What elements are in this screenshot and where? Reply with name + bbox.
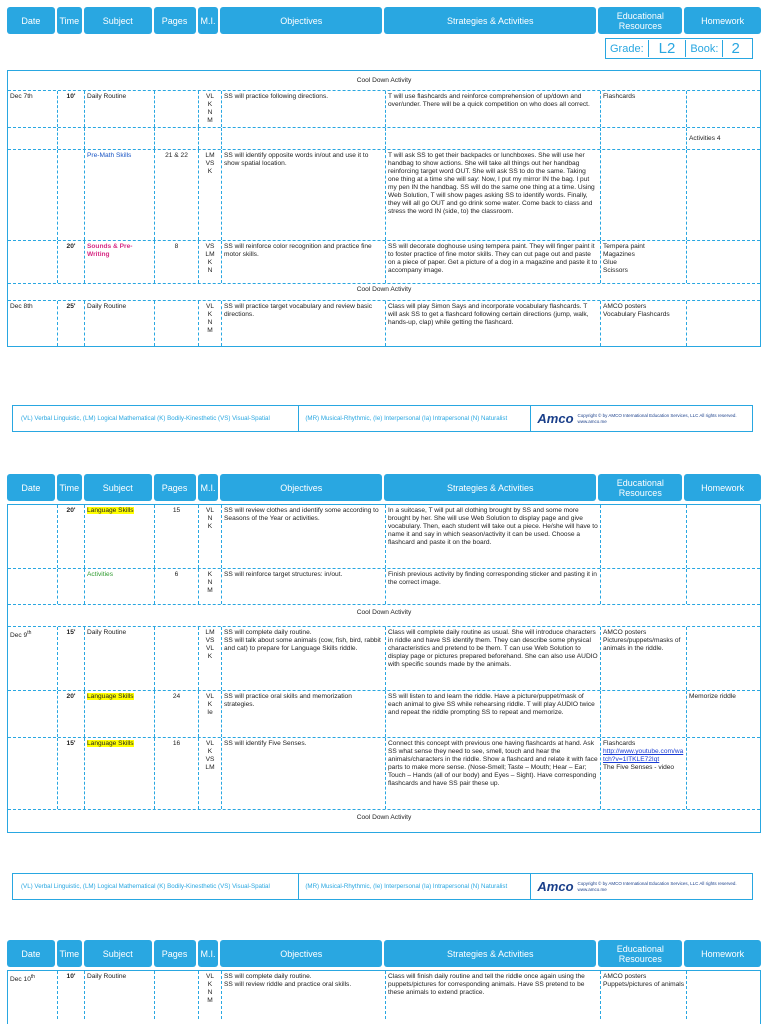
time-cell: 10' (58, 91, 85, 127)
book-value: 2 (722, 40, 747, 57)
pages-cell (155, 627, 199, 690)
mi-cell: K N M (199, 569, 222, 604)
objective-cell: SS will practice oral skills and memorization strategies. (222, 691, 386, 737)
time-cell: 20' (58, 691, 85, 737)
header-pages: Pages (154, 940, 196, 967)
homework-cell (687, 301, 760, 346)
grade-value: L2 (648, 40, 687, 57)
lesson-table-3 (7, 970, 761, 1024)
pages-cell: 24 (155, 691, 199, 737)
table-row (8, 505, 760, 569)
resource-video: The Five Senses - video (603, 764, 675, 771)
resources-cell: Tempera paint Magazines Glue Scissors (601, 241, 687, 283)
date-cell (8, 505, 58, 568)
header-resources: Educational Resources (598, 7, 682, 34)
pages-cell: 8 (155, 241, 199, 283)
copyright-text: Copyright © by AMCO International Education Services, LLC All rights reserved. www.amco.me (577, 412, 737, 424)
header-resources: Educational Resources (598, 474, 682, 501)
header-objectives: Objectives (220, 7, 382, 34)
time-cell: 15' (58, 738, 85, 809)
subject-cell: Daily Routine (85, 971, 155, 1019)
table-row (8, 627, 760, 691)
cool-down-label: Cool Down Activity (356, 286, 412, 293)
strategy-cell: SS will decorate doghouse using tempera paint. They will finger paint it to foster practice of fine motor skills. They can cut page out and paste on a piece of paper. Get a picture of a dog in a magazine and paste it to accompany image. (386, 241, 601, 283)
date-suffix: th (30, 974, 36, 980)
subject-text: Language Skills (87, 693, 134, 700)
table-row (8, 128, 760, 150)
subject-cell: Sounds & Pre-Writing (85, 241, 155, 283)
date-cell: Dec 8th (8, 301, 58, 346)
table-header (7, 940, 761, 967)
header-date: Date (7, 7, 55, 34)
objective-cell: SS will identify opposite words in/out and use it to show spatial location. (222, 150, 386, 240)
date-cell (8, 627, 58, 690)
pages-cell: 21 & 22 (155, 150, 199, 240)
header-subject: Subject (84, 474, 152, 501)
homework-cell (687, 569, 760, 604)
objective-cell: SS will reinforce color recognition and practice fine motor skills. (222, 241, 386, 283)
homework-cell: Activities 4 (689, 135, 721, 142)
homework-cell (687, 150, 760, 240)
strategy-cell: T will use flashcards and reinforce comprehension of up/down and over/under. There will be a quick competition on who does all correct. (386, 91, 601, 127)
grade-book-box (605, 38, 753, 59)
time-cell (58, 569, 85, 604)
header-strategies: Strategies & Activities (384, 7, 596, 34)
header-subject: Subject (84, 7, 152, 34)
cool-down-label: Cool Down Activity (356, 609, 412, 616)
strategy-cell: Connect this concept with previous one having flashcards at hand. Ask SS what sense they need to see, smell, touch and hear the animals/characters in the riddle. Show a flashcard and relate it with face parts to make more sense. (Nose-Smell; Taste – Mouth; Hear – Ear; Touch – Hands (all of our body) and Eyes – Sight). Have corresponding flashcards and have SS pair these up. (386, 738, 601, 809)
amco-logo (531, 411, 752, 426)
mi-cell: VL K N M (199, 91, 222, 127)
header-resources: Educational Resources (598, 940, 682, 967)
logo-text: Amco (537, 411, 574, 426)
header-time: Time (57, 940, 82, 967)
objective-cell: SS will reinforce target structures: in/out. (222, 569, 386, 604)
time-cell: 20' (58, 505, 85, 568)
header-strategies: Strategies & Activities (384, 940, 596, 967)
resources-cell (601, 691, 687, 737)
objective-cell: SS will identify Five Senses. (222, 738, 386, 809)
logo-text: Amco (537, 879, 574, 894)
header-time: Time (57, 7, 82, 34)
header-date: Date (7, 940, 55, 967)
strategy-cell: T will ask SS to get their backpacks or lunchboxes. She will use her handbag to show actions. She will take all things out her handbag reinforcing target word OUT. She will ask SS to do the same. Taking one thing at a time she will say: Now, I put my mirror IN the bag. I put my pen IN the handbag. SS will do the same one thing at a time. Using Web Solution, T will show pages asking SS to identify words. Finally, they will all go OUT and go drink some water. Come back to class and stress the word IN (side, to) the classroom. (386, 150, 601, 240)
strategy-cell: Finish previous activity by finding corresponding sticker and pasting it in the correct image. (386, 569, 601, 604)
strategy-cell (386, 128, 601, 149)
homework-cell (687, 738, 760, 809)
legend-right: (MR) Musical-Rhythmic, (Ie) Interpersonal (Ia) Intrapersonal (N) Naturalist (299, 406, 531, 431)
table-row (8, 691, 760, 738)
homework-cell (687, 627, 760, 690)
mi-cell: VL K N M (199, 971, 222, 1019)
date-text: Dec 10 (10, 976, 31, 984)
resources-cell (601, 128, 687, 149)
homework-cell (687, 971, 760, 1019)
mi-cell: VL K N M (199, 301, 222, 346)
homework-cell: Memorize riddle (689, 693, 736, 700)
pages-cell: 6 (155, 569, 199, 604)
mi-legend (12, 405, 753, 432)
legend-right: (MR) Musical-Rhythmic, (Ie) Interpersonal (Ia) Intrapersonal (N) Naturalist (299, 874, 531, 899)
lesson-table-1 (7, 70, 761, 347)
table-header (7, 7, 761, 34)
cool-down-row (8, 605, 760, 627)
cool-down-label: Cool Down Activity (356, 77, 412, 84)
resources-cell (601, 738, 687, 809)
header-objectives: Objectives (220, 474, 382, 501)
strategy-cell: Class will finish daily routine and tell the riddle once again using the puppets/pictures for corresponding animals. Have SS pretend to be these animals to extend practice. (386, 971, 601, 1019)
mi-cell: VL K Ie (199, 691, 222, 737)
header-homework: Homework (684, 474, 761, 501)
objective-cell: SS will complete daily routine. SS will talk about some animals (cow, fish, bird, rabbit and cat) to prepare for Language Skills riddle. (222, 627, 386, 690)
date-cell: Dec 7th (8, 91, 58, 127)
pages-cell: 15 (155, 505, 199, 568)
header-mi: M.I. (198, 940, 219, 967)
objective-cell: SS will complete daily routine. SS will review riddle and practice oral skills. (222, 971, 386, 1019)
table-row (8, 301, 760, 346)
pages-cell (155, 971, 199, 1019)
amco-logo (531, 879, 752, 894)
legend-left: (VL) Verbal Linguistic, (LM) Logical Mathematical (K) Bodily-Kinesthetic (VS) Visual-Spatial (13, 874, 299, 899)
resources-cell (601, 569, 687, 604)
cool-down-row (8, 284, 760, 301)
objective-cell: SS will review clothes and identify some according to Seasons of the Year or activities. (222, 505, 386, 568)
subject-cell: Pre-Math Skills (85, 150, 155, 240)
subject-cell (85, 128, 155, 149)
header-homework: Homework (684, 940, 761, 967)
video-link[interactable]: http://www.youtube.com/watch?v=1ITKLE72Iqt (603, 748, 684, 763)
resources-cell (601, 505, 687, 568)
resources-cell: Flashcards (601, 91, 687, 127)
mi-cell: LM VS K (199, 150, 222, 240)
resources-cell: AMCO posters Pictures/puppets/masks of animals in the riddle. (601, 627, 687, 690)
subject-cell: Daily Routine (85, 301, 155, 346)
time-cell: 25' (58, 301, 85, 346)
header-time: Time (57, 474, 82, 501)
pages-cell (155, 91, 199, 127)
objective-cell (222, 128, 386, 149)
subject-cell (85, 738, 155, 809)
homework-cell (687, 241, 760, 283)
date-cell (8, 738, 58, 809)
resource-flashcards: Flashcards (603, 740, 636, 747)
resources-cell: AMCO posters Puppets/pictures of animals (601, 971, 687, 1019)
cool-down-row (8, 71, 760, 91)
time-cell (58, 150, 85, 240)
header-pages: Pages (154, 7, 196, 34)
copyright-text: Copyright © by AMCO International Education Services, LLC All rights reserved. www.amco.me (577, 880, 737, 892)
lesson-table-2 (7, 504, 761, 833)
date-cell (8, 569, 58, 604)
subject-text: Language Skills (87, 507, 134, 514)
subject-cell (85, 505, 155, 568)
time-cell (58, 128, 85, 149)
grade-label: Grade: (610, 42, 644, 55)
table-row (8, 971, 760, 1019)
header-mi: M.I. (198, 474, 219, 501)
pages-cell: 16 (155, 738, 199, 809)
subject-cell: Activities (85, 569, 155, 604)
table-row (8, 150, 760, 241)
cool-down-label: Cool Down Activity (356, 814, 412, 821)
table-row (8, 241, 760, 284)
date-cell (8, 241, 58, 283)
legend-left: (VL) Verbal Linguistic, (LM) Logical Mathematical (K) Bodily-Kinesthetic (VS) Visual-Spatial (13, 406, 299, 431)
objective-cell: SS will practice target vocabulary and review basic directions. (222, 301, 386, 346)
date-cell (8, 150, 58, 240)
homework-cell (687, 91, 760, 127)
book-label: Book: (690, 42, 719, 55)
resources-cell (601, 150, 687, 240)
header-strategies: Strategies & Activities (384, 474, 596, 501)
strategy-cell: In a suitcase, T will put all clothing brought by SS and some more brought by her. She will use Web Solution to display page and give vocabulary. Then, each student will take out a piece. He/she will have to name it and say in which season/activity it can be used. Choose a flashcard and paste it on the board. (386, 505, 601, 568)
cool-down-row (8, 810, 760, 832)
mi-cell: VL K VS LM (199, 738, 222, 809)
date-cell (8, 128, 58, 149)
header-date: Date (7, 474, 55, 501)
mi-legend (12, 873, 753, 900)
time-cell: 15' (58, 627, 85, 690)
table-row (8, 738, 760, 810)
table-row (8, 91, 760, 128)
subject-cell (85, 691, 155, 737)
subject-cell: Daily Routine (85, 91, 155, 127)
strategy-cell: Class will complete daily routine as usual. She will introduce characters in riddle and have SS identify them. They can describe some physical characteristics and pretend to be them. T can use Web Solution to display page or pictures prepared beforehand. She can also use AUDIO with specific sounds made by the animals. (386, 627, 601, 690)
strategy-cell: SS will listen to and learn the riddle. Have a picture/puppet/mask of each animal to give SS while rehearsing riddle. T will play AUDIO twice and repeat the riddle prompting SS to repeat and memorize. (386, 691, 601, 737)
header-subject: Subject (84, 940, 152, 967)
date-cell (8, 691, 58, 737)
resources-cell: AMCO posters Vocabulary Flashcards (601, 301, 687, 346)
mi-cell: LM VS VL K (199, 627, 222, 690)
mi-cell (199, 128, 222, 149)
table-header (7, 474, 761, 501)
pages-cell (155, 128, 199, 149)
homework-cell (687, 505, 760, 568)
header-mi: M.I. (198, 7, 219, 34)
time-cell: 10' (58, 971, 85, 1019)
pages-cell (155, 301, 199, 346)
mi-cell: VL N K (199, 505, 222, 568)
date-text: Dec 9 (10, 632, 28, 640)
header-pages: Pages (154, 474, 196, 501)
strategy-cell: Class will play Simon Says and incorporate vocabulary flashcards. T will ask SS to get a flashcard following certain directions (jump, walk, hands-up, clap) while getting the flashcard. (386, 301, 601, 346)
objective-cell: SS will practice following directions. (222, 91, 386, 127)
date-cell (8, 971, 58, 1019)
table-row (8, 569, 760, 605)
header-objectives: Objectives (220, 940, 382, 967)
time-cell: 20' (58, 241, 85, 283)
header-homework: Homework (684, 7, 761, 34)
subject-text: Language Skills (87, 740, 134, 747)
subject-cell: Daily Routine (85, 627, 155, 690)
date-suffix: th (27, 630, 32, 636)
mi-cell: VS LM K N (199, 241, 222, 283)
